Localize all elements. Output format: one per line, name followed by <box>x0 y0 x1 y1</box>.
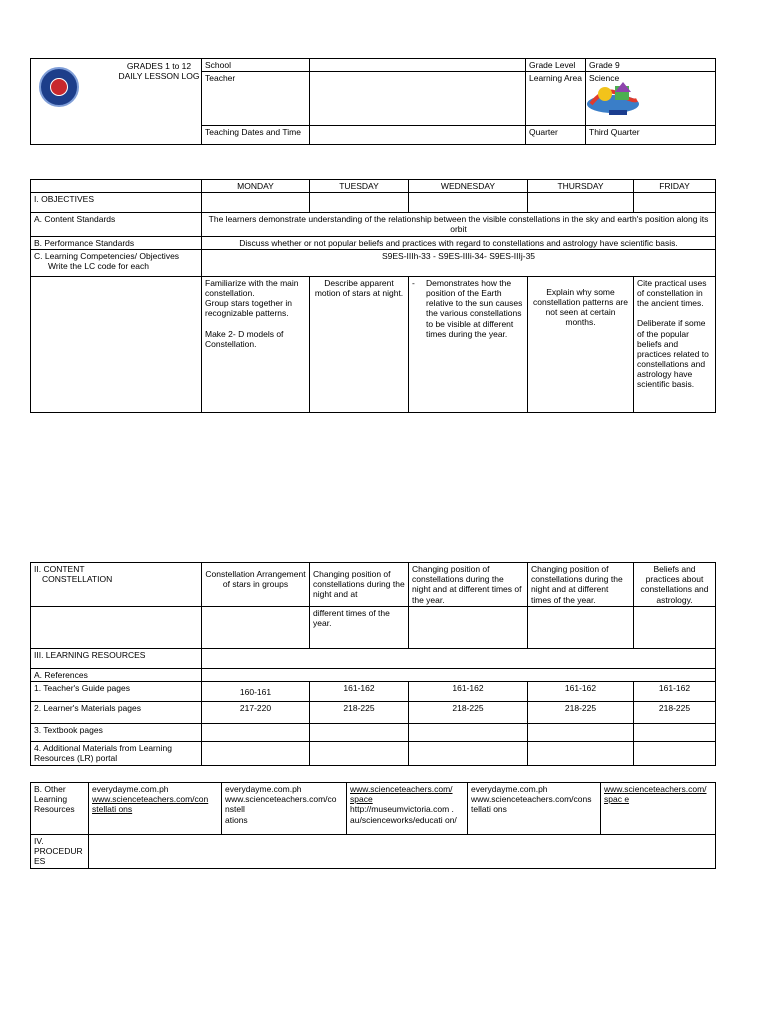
additional-materials-label: 4. Additional Materials from Learning Resources (LR) portal <box>31 742 202 765</box>
content-tuesday-a: Changing position of constellations during the night and at <box>310 563 409 607</box>
other-thursday-1: everydayme.com.ph <box>471 784 548 794</box>
objective-wednesday-dash: - <box>412 277 415 288</box>
tg-pages-wednesday: 161-162 <box>409 682 528 702</box>
other-wednesday-2: http://museumvictoria.com . au/scienceworks/educati on/ <box>350 804 457 825</box>
references-label: A. References <box>31 669 202 682</box>
competencies-label-line2: Write the LC code for each <box>48 260 149 271</box>
other-tuesday-3: ations <box>225 814 248 825</box>
objective-monday-1: Familiarize with the main constellation. <box>205 277 299 298</box>
performance-standards-label: B. Performance Standards <box>31 236 202 249</box>
objective-monday-3: Make 2- D models of Constellation. <box>205 328 284 349</box>
content-friday: Beliefs and practices about constellations and astrology. <box>634 563 716 607</box>
dates-label: Teaching Dates and Time <box>202 125 310 144</box>
textbook-label: 3. Textbook pages <box>31 724 202 742</box>
header-title-line1: GRADES 1 to 12 <box>126 61 192 71</box>
quarter-label: Quarter <box>526 125 586 144</box>
school-label: School <box>202 59 310 72</box>
content-heading-2: CONSTELLATION <box>42 574 113 585</box>
learning-area-label: Learning Area <box>526 72 586 125</box>
day-header-blank <box>31 180 202 193</box>
procedures-label: IV. PROCEDUR ES <box>31 835 89 869</box>
objectives-table <box>30 179 716 413</box>
competencies-label <box>31 249 202 276</box>
tg-pages-thursday: 161-162 <box>528 682 634 702</box>
objective-tuesday: Describe apparent motion of stars at night. <box>310 276 409 412</box>
day-header-wednesday: WEDNESDAY <box>409 180 528 193</box>
learning-resources-heading: III. LEARNING RESOURCES <box>31 649 202 669</box>
content-thursday: Changing position of constellations during the night and at different times of the year. <box>528 563 634 607</box>
objective-wednesday <box>409 276 528 412</box>
content-standards-text: The learners demonstrate understanding of the relationship between the visible constellations in the sky and earth's position along its orbit <box>202 213 716 236</box>
objective-monday-2: Group stars together in recognizable patterns. <box>205 298 292 319</box>
objectives-heading: I. OBJECTIVES <box>31 193 202 213</box>
performance-standards-text: Discuss whether or not popular beliefs and practices with regard to constellations and astrology have scientific basis. <box>202 236 716 249</box>
deped-seal-logo <box>39 67 79 107</box>
lm-pages-monday: 217-220 <box>202 702 310 724</box>
other-tuesday-2: www.scienceteachers.com/co nstell <box>225 794 337 815</box>
other-resources-thursday <box>468 783 601 835</box>
objective-friday-2: Deliberate if some of the popular beliefs and practices related to constellations and astrology have scientific basis. <box>637 318 709 390</box>
day-header-tuesday: TUESDAY <box>310 180 409 193</box>
lm-pages-friday: 218-225 <box>634 702 716 724</box>
lm-label: 2. Learner's Materials pages <box>31 702 202 724</box>
other-resources-friday <box>601 783 716 835</box>
objective-monday <box>202 276 310 412</box>
content-standards-label: A. Content Standards <box>31 213 202 236</box>
other-resources-table <box>30 782 716 869</box>
school-value <box>310 59 526 72</box>
lm-pages-wednesday: 218-225 <box>409 702 528 724</box>
other-resources-monday <box>89 783 222 835</box>
other-resources-label: B. Other Learning Resources <box>31 783 89 835</box>
objective-friday-1: Cite practical uses of constellation in the ancient times. <box>637 277 707 309</box>
tg-pages-friday: 161-162 <box>634 682 716 702</box>
competencies-label-line1: C. Learning Competencies/ Objectives <box>34 250 180 261</box>
other-friday-link[interactable]: www.scienceteachers.com/ spac e <box>604 784 707 805</box>
day-header-friday: FRIDAY <box>634 180 716 193</box>
other-wednesday-link[interactable]: www.scienceteachers.com/ space <box>350 784 453 805</box>
objective-wednesday-text: Demonstrates how the position of the Earth relative to the sun causes the various constellations to be visible at different times during the year. <box>426 277 523 339</box>
content-heading <box>31 563 202 607</box>
content-monday: Constellation Arrangement of stars in groups <box>202 563 310 607</box>
header-title-line2: DAILY LESSON LOG <box>118 71 200 82</box>
dates-value <box>310 125 526 144</box>
content-heading-1: II. CONTENT <box>34 564 85 574</box>
teacher-value <box>310 72 526 125</box>
grade-level-label: Grade Level <box>526 59 586 72</box>
objective-thursday <box>528 276 634 412</box>
learning-area-text: Science <box>589 73 620 84</box>
other-monday-link[interactable]: www.scienceteachers.com/con stellati ons <box>92 794 209 815</box>
day-header-thursday: THURSDAY <box>528 180 634 193</box>
teacher-label: Teacher <box>202 72 310 125</box>
lm-pages-tuesday: 218-225 <box>310 702 409 724</box>
lc-codes: S9ES-IIIh-33 - S9ES-IIIi-34- S9ES-IIIj-35 <box>202 249 716 276</box>
tg-label: 1. Teacher's Guide pages <box>31 682 202 702</box>
content-tuesday-b: different times of the year. <box>310 607 409 649</box>
quarter-value: Third Quarter <box>586 125 716 144</box>
other-monday-1: everydayme.com.ph <box>92 784 169 794</box>
lm-pages-thursday: 218-225 <box>528 702 634 724</box>
tg-pages-monday: 160-161 <box>202 682 310 702</box>
grade-level-value: Grade 9 <box>586 59 716 72</box>
tg-pages-tuesday: 161-162 <box>310 682 409 702</box>
content-resources-table <box>30 562 716 766</box>
other-tuesday-1: everydayme.com.ph <box>225 784 302 794</box>
objective-thursday-text: Explain why some constellation patterns are not seen at certain months. <box>533 286 628 328</box>
other-resources-tuesday <box>222 783 347 835</box>
other-thursday-2: www.scienceteachers.com/cons tellati ons <box>471 794 592 815</box>
header-logo-cell <box>31 59 202 145</box>
science-clipart-image <box>585 80 641 118</box>
content-wednesday: Changing position of constellations during the night and at different times of the year. <box>409 563 528 607</box>
other-resources-wednesday <box>347 783 468 835</box>
day-header-monday: MONDAY <box>202 180 310 193</box>
objective-friday <box>634 276 716 412</box>
